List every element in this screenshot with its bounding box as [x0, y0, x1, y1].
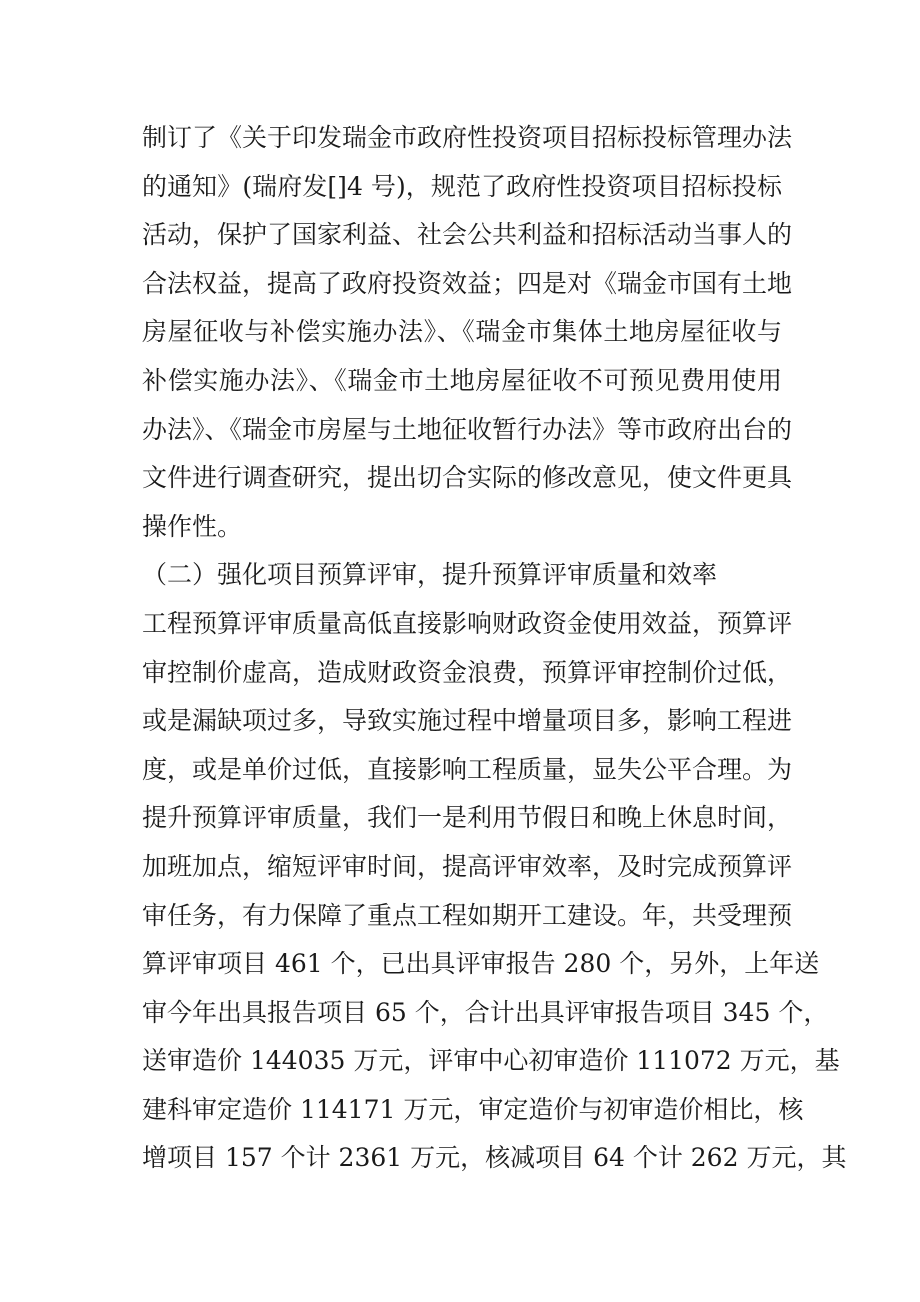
paragraph-line: 补偿实施办法》、《瑞金市土地房屋征收不可预见费用使用	[142, 365, 782, 395]
paragraph-line: 建科审定造价 114171 万元，审定造价与初审造价相比，核	[142, 1094, 804, 1124]
paragraph-line: 度，或是单价过低，直接影响工程质量，显失公平合理。为	[142, 754, 793, 784]
paragraph-line: 审今年出具报告项目 65 个，合计出具评审报告项目 345 个，	[142, 997, 829, 1027]
paragraph-line: 增项目 157 个计 2361 万元，核减项目 64 个计 262 万元，其	[142, 1143, 847, 1173]
paragraph-line: 审任务，有力保障了重点工程如期开工建设。年，共受理预	[142, 900, 793, 930]
paragraph-line: 文件进行调查研究，提出切合实际的修改意见，使文件更具	[142, 463, 793, 493]
paragraph-line: 操作性。	[142, 511, 243, 541]
paragraph-line: 合法权益，提高了政府投资效益；四是对《瑞金市国有土地	[142, 268, 793, 298]
document-body	[142, 114, 847, 1183]
paragraph-line: 房屋征收与补偿实施办法》、《瑞金市集体土地房屋征收与	[142, 317, 782, 347]
paragraph-line: 送审造价 144035 万元，评审中心初审造价 111072 万元，基	[142, 1046, 840, 1076]
paragraph-line: 工程预算评审质量高低直接影响财政资金使用效益，预算评	[142, 608, 793, 638]
paragraph-line: 提升预算评审质量，我们一是利用节假日和晚上休息时间，	[142, 803, 793, 833]
paragraph-line: 或是漏缺项过多，导致实施过程中增量项目多，影响工程进	[142, 706, 793, 736]
paragraph-line: 办法》、《瑞金市房屋与土地征收暂行办法》等市政府出台的	[142, 414, 793, 444]
paragraph-line: 加班加点，缩短评审时间，提高评审效率，及时完成预算评	[142, 851, 793, 881]
paragraph-line: 算评审项目 461 个，已出具评审报告 280 个，另外，上年送	[142, 949, 820, 979]
paragraph-line: 的通知》(瑞府发[]4 号)，规范了政府性投资项目招标投标	[142, 171, 782, 201]
paragraph-line: 制订了《关于印发瑞金市政府性投资项目招标投标管理办法	[142, 123, 793, 152]
paragraph-line: 审控制价虚高，造成财政资金浪费，预算评审控制价过低，	[142, 657, 793, 687]
paragraph-line: 活动，保护了国家利益、社会公共利益和招标活动当事人的	[142, 220, 793, 250]
section-heading: （二）强化项目预算评审，提升预算评审质量和效率	[142, 560, 718, 590]
